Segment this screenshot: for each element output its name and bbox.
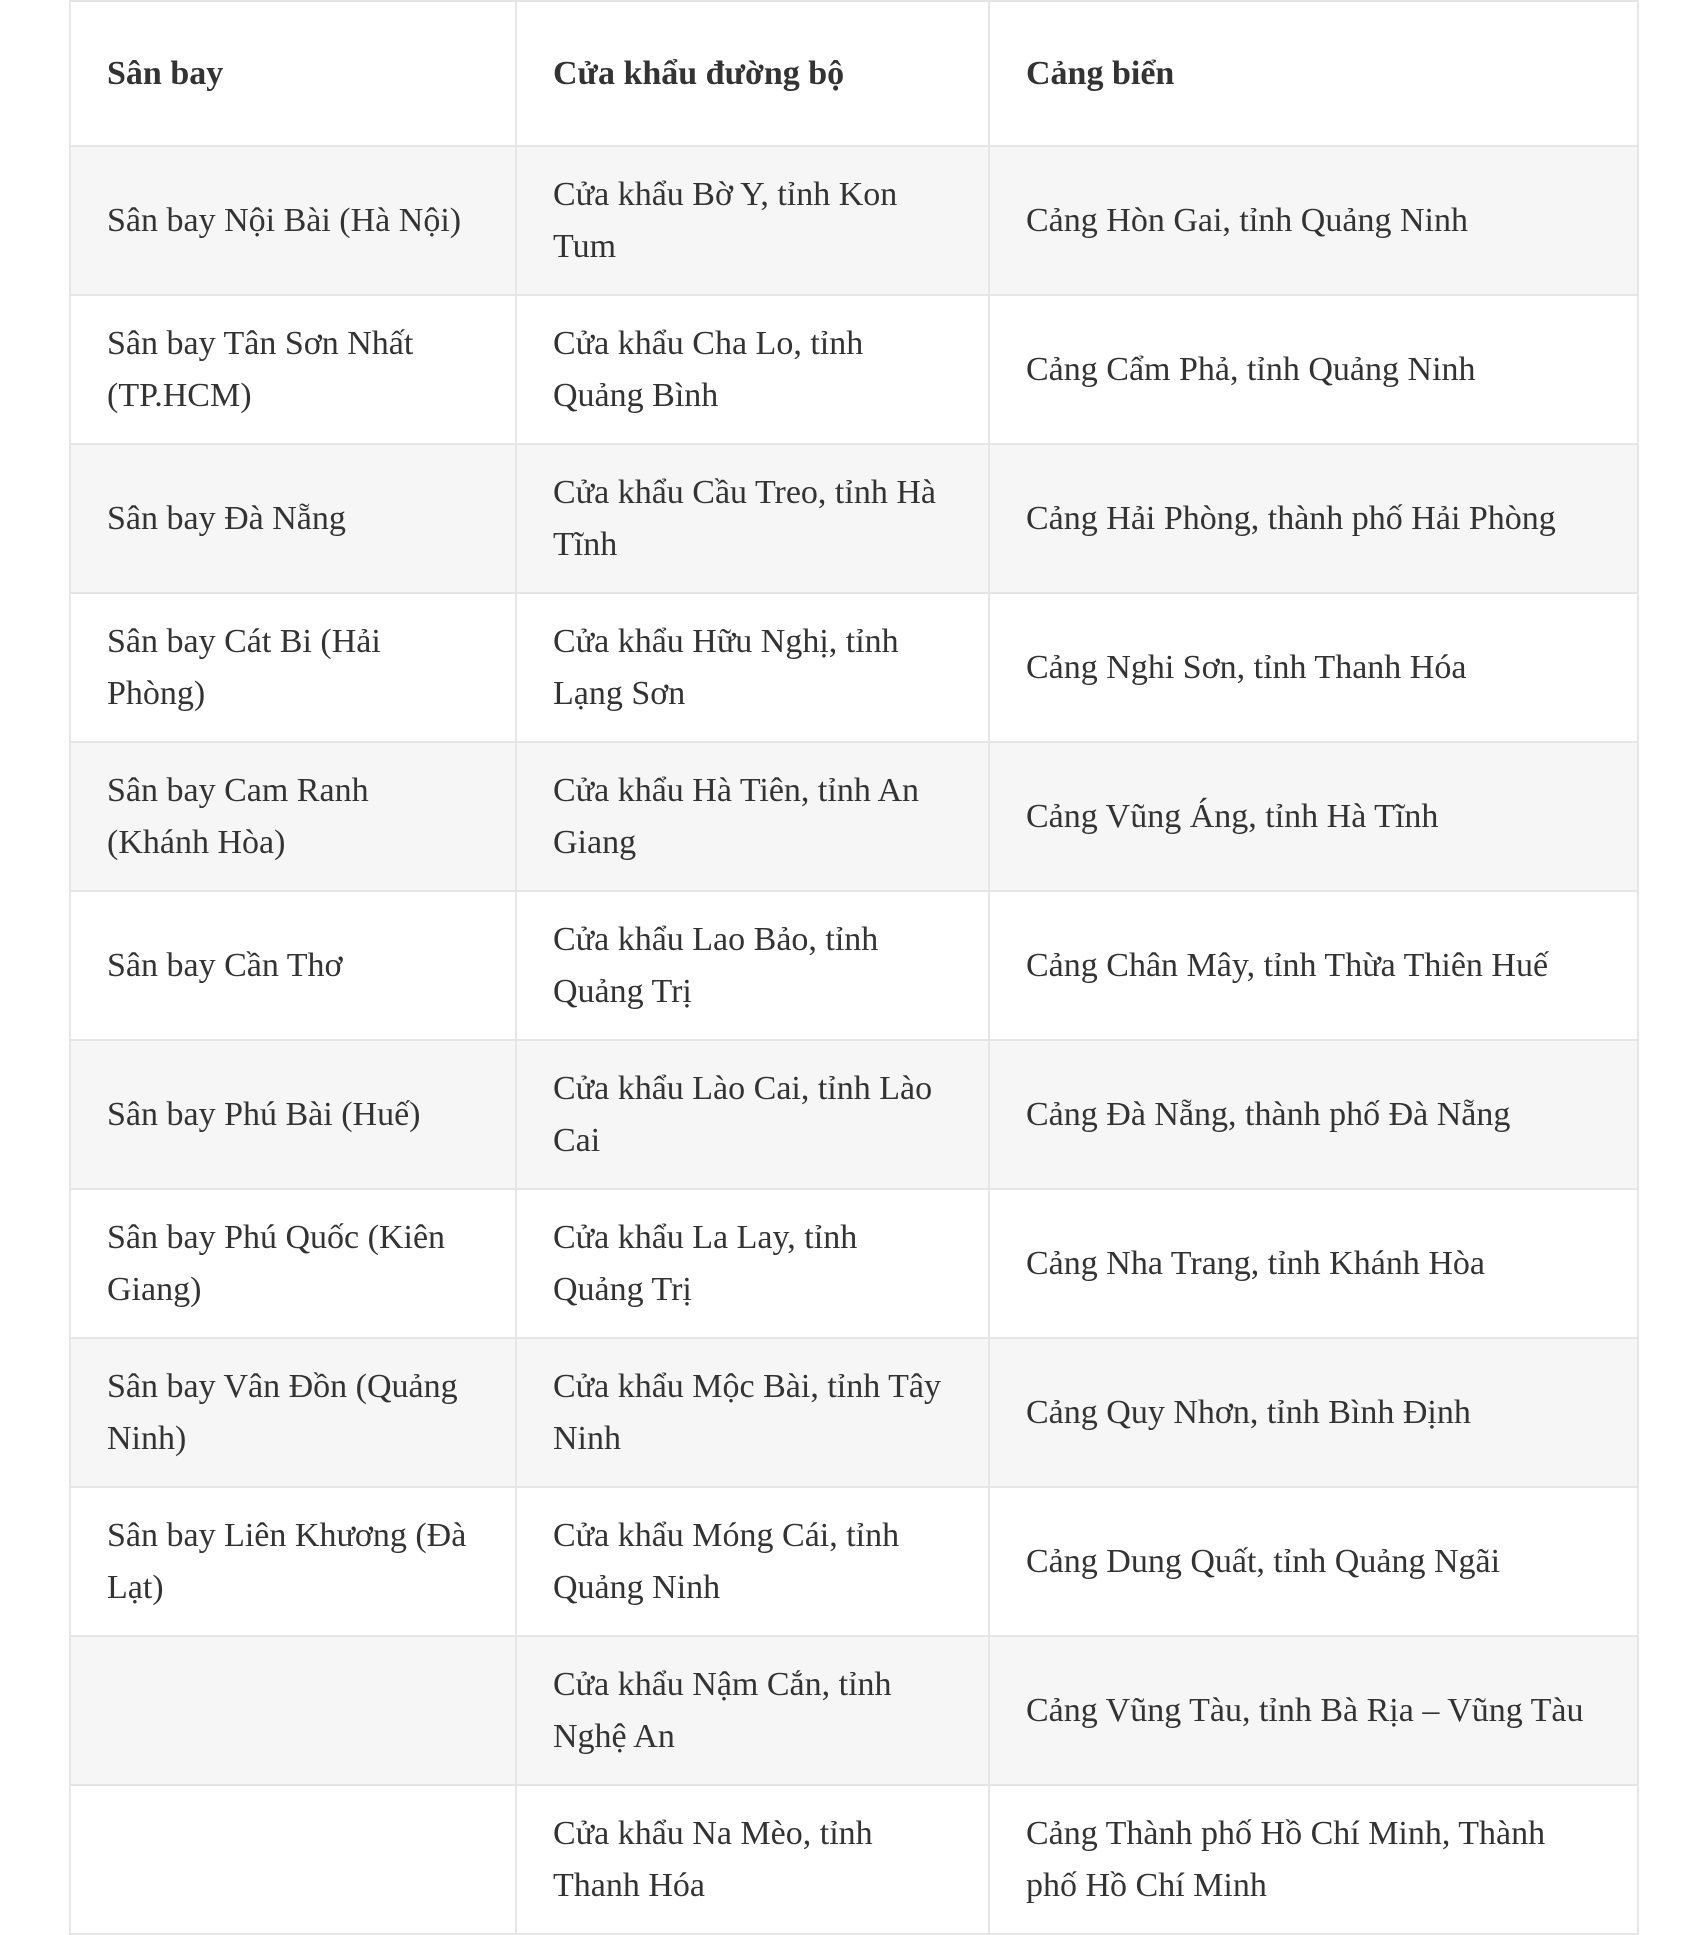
cell-land-border: Cửa khẩu Hữu Nghị, tỉnh Lạng Sơn: [516, 593, 989, 742]
table-row: [70, 295, 1638, 444]
table-body: [70, 146, 1638, 1934]
header-land-border: Cửa khẩu đường bộ: [516, 1, 989, 146]
cell-seaport: Cảng Nghi Sơn, tỉnh Thanh Hóa: [989, 593, 1638, 742]
cell-seaport: Cảng Quy Nhơn, tỉnh Bình Định: [989, 1338, 1638, 1487]
table-row: [70, 444, 1638, 593]
cell-seaport: Cảng Hòn Gai, tỉnh Quảng Ninh: [989, 146, 1638, 295]
cell-seaport: Cảng Vũng Áng, tỉnh Hà Tĩnh: [989, 742, 1638, 891]
table-row: [70, 1487, 1638, 1636]
cell-airport: Sân bay Liên Khương (Đà Lạt): [70, 1487, 516, 1636]
header-row: [70, 1, 1638, 146]
cell-seaport: Cảng Hải Phòng, thành phố Hải Phòng: [989, 444, 1638, 593]
table-row: [70, 593, 1638, 742]
cell-land-border: Cửa khẩu Lào Cai, tỉnh Lào Cai: [516, 1040, 989, 1189]
cell-land-border: Cửa khẩu Cầu Treo, tỉnh Hà Tĩnh: [516, 444, 989, 593]
cell-airport: [70, 1785, 516, 1934]
cell-airport: Sân bay Cát Bi (Hải Phòng): [70, 593, 516, 742]
cell-land-border: Cửa khẩu Lao Bảo, tỉnh Quảng Trị: [516, 891, 989, 1040]
cell-airport: Sân bay Vân Đồn (Quảng Ninh): [70, 1338, 516, 1487]
cell-seaport: Cảng Dung Quất, tỉnh Quảng Ngãi: [989, 1487, 1638, 1636]
entry-points-table-container: [69, 0, 1637, 1935]
cell-airport: Sân bay Tân Sơn Nhất (TP.HCM): [70, 295, 516, 444]
cell-airport: Sân bay Cam Ranh (Khánh Hòa): [70, 742, 516, 891]
cell-airport: Sân bay Nội Bài (Hà Nội): [70, 146, 516, 295]
table-row: [70, 742, 1638, 891]
table-row: [70, 1189, 1638, 1338]
table-row: [70, 1785, 1638, 1934]
cell-seaport: Cảng Thành phố Hồ Chí Minh, Thành phố Hồ Chí Minh: [989, 1785, 1638, 1934]
cell-land-border: Cửa khẩu La Lay, tỉnh Quảng Trị: [516, 1189, 989, 1338]
cell-land-border: Cửa khẩu Bờ Y, tỉnh Kon Tum: [516, 146, 989, 295]
cell-airport: [70, 1636, 516, 1785]
cell-land-border: Cửa khẩu Nậm Cắn, tỉnh Nghệ An: [516, 1636, 989, 1785]
cell-airport: Sân bay Phú Bài (Huế): [70, 1040, 516, 1189]
header-airport: Sân bay: [70, 1, 516, 146]
cell-land-border: Cửa khẩu Móng Cái, tỉnh Quảng Ninh: [516, 1487, 989, 1636]
cell-airport: Sân bay Đà Nẵng: [70, 444, 516, 593]
table-row: [70, 1040, 1638, 1189]
cell-seaport: Cảng Vũng Tàu, tỉnh Bà Rịa – Vũng Tàu: [989, 1636, 1638, 1785]
header-seaport: Cảng biển: [989, 1, 1638, 146]
cell-seaport: Cảng Chân Mây, tỉnh Thừa Thiên Huế: [989, 891, 1638, 1040]
cell-seaport: Cảng Đà Nẵng, thành phố Đà Nẵng: [989, 1040, 1638, 1189]
table-row: [70, 146, 1638, 295]
entry-points-table: [69, 0, 1639, 1935]
table-row: [70, 891, 1638, 1040]
table-row: [70, 1338, 1638, 1487]
cell-land-border: Cửa khẩu Na Mèo, tỉnh Thanh Hóa: [516, 1785, 989, 1934]
cell-airport: Sân bay Phú Quốc (Kiên Giang): [70, 1189, 516, 1338]
cell-land-border: Cửa khẩu Mộc Bài, tỉnh Tây Ninh: [516, 1338, 989, 1487]
cell-seaport: Cảng Cẩm Phả, tỉnh Quảng Ninh: [989, 295, 1638, 444]
cell-land-border: Cửa khẩu Cha Lo, tỉnh Quảng Bình: [516, 295, 989, 444]
table-header: [70, 1, 1638, 146]
cell-airport: Sân bay Cần Thơ: [70, 891, 516, 1040]
cell-seaport: Cảng Nha Trang, tỉnh Khánh Hòa: [989, 1189, 1638, 1338]
cell-land-border: Cửa khẩu Hà Tiên, tỉnh An Giang: [516, 742, 989, 891]
table-row: [70, 1636, 1638, 1785]
